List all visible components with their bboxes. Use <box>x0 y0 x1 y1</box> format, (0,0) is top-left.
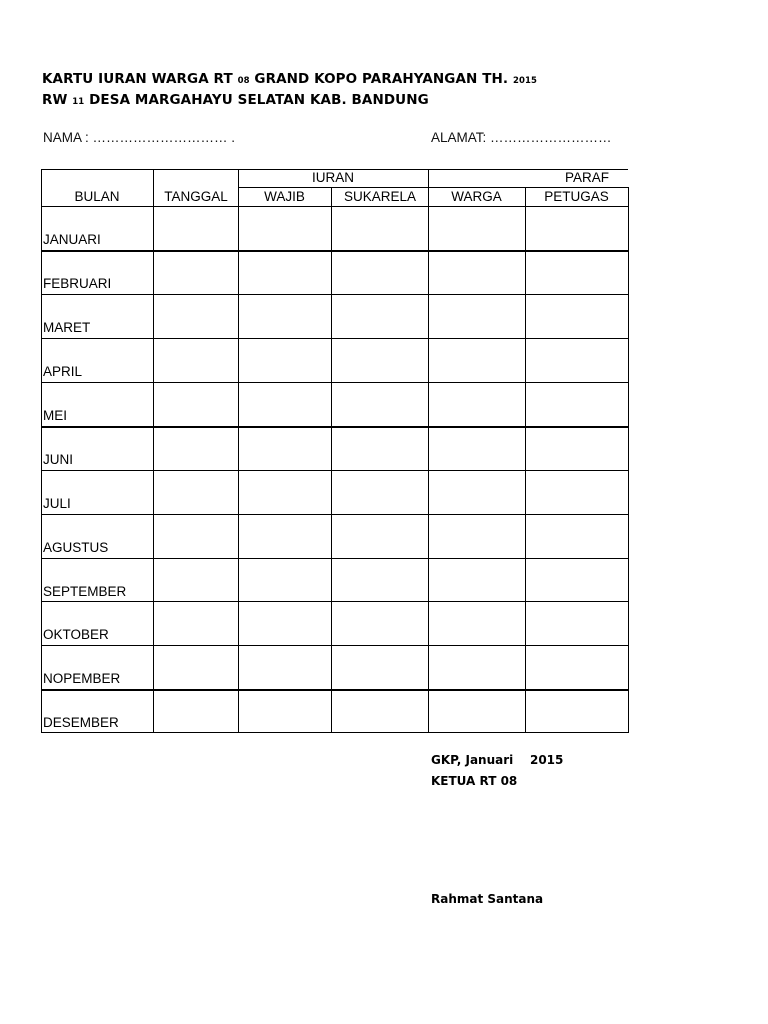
signature-place-date: GKP, Januari 2015 <box>431 753 564 767</box>
table-rule <box>41 470 628 471</box>
month-label: AGUSTUS <box>43 540 109 555</box>
header-paraf: PARAF <box>565 170 610 185</box>
table-rule <box>41 294 628 295</box>
table-rule <box>238 187 628 188</box>
month-label: SEPTEMBER <box>43 584 127 599</box>
month-label: MARET <box>43 320 91 335</box>
table-rule <box>525 187 526 732</box>
month-label: OKTOBER <box>43 627 109 642</box>
table-rule <box>41 689 628 691</box>
table-rule <box>41 514 628 515</box>
month-label: MEI <box>43 408 68 423</box>
table-rule <box>238 169 239 732</box>
header-petugas: PETUGAS <box>544 189 609 204</box>
table-rule <box>41 645 628 646</box>
header-bulan: BULAN <box>74 189 120 204</box>
month-label: JUNI <box>43 452 73 467</box>
table-rule <box>41 169 628 170</box>
table-rule <box>428 169 429 732</box>
month-label: FEBRUARI <box>43 276 112 291</box>
month-label: JULI <box>43 496 71 511</box>
table-rule <box>153 169 154 732</box>
header-wajib: WAJIB <box>264 189 305 204</box>
month-label: DESEMBER <box>43 715 119 730</box>
table-rule <box>331 187 332 732</box>
table-rule <box>41 601 628 602</box>
alamat-field: ALAMAT: ……………………… <box>431 130 612 145</box>
document-title-line-1: KARTU IURAN WARGA RT 08 GRAND KOPO PARAHYANGAN TH. 2015 <box>42 71 538 87</box>
month-label: APRIL <box>43 364 83 379</box>
table-rule <box>628 187 629 732</box>
table-rule <box>41 338 628 339</box>
table-rule <box>41 558 628 559</box>
signature-role: KETUA RT 08 <box>431 774 518 788</box>
header-sukarela: SUKARELA <box>343 189 417 204</box>
table-rule <box>41 250 628 252</box>
table-rule <box>41 169 42 732</box>
month-label: JANUARI <box>43 232 101 247</box>
table-rule <box>41 206 628 207</box>
table-rule <box>41 732 629 733</box>
header-iuran: IURAN <box>311 170 354 185</box>
header-warga: WARGA <box>451 189 502 204</box>
header-tanggal: TANGGAL <box>164 189 228 204</box>
table-rule <box>41 426 628 428</box>
nama-field: NAMA : ………………………… . <box>43 130 236 145</box>
table-rule <box>41 382 628 383</box>
document-title-line-2: RW 11 DESA MARGAHAYU SELATAN KAB. BANDUNG <box>42 92 429 108</box>
month-label: NOPEMBER <box>43 671 121 686</box>
signature-name: Rahmat Santana <box>431 892 544 906</box>
